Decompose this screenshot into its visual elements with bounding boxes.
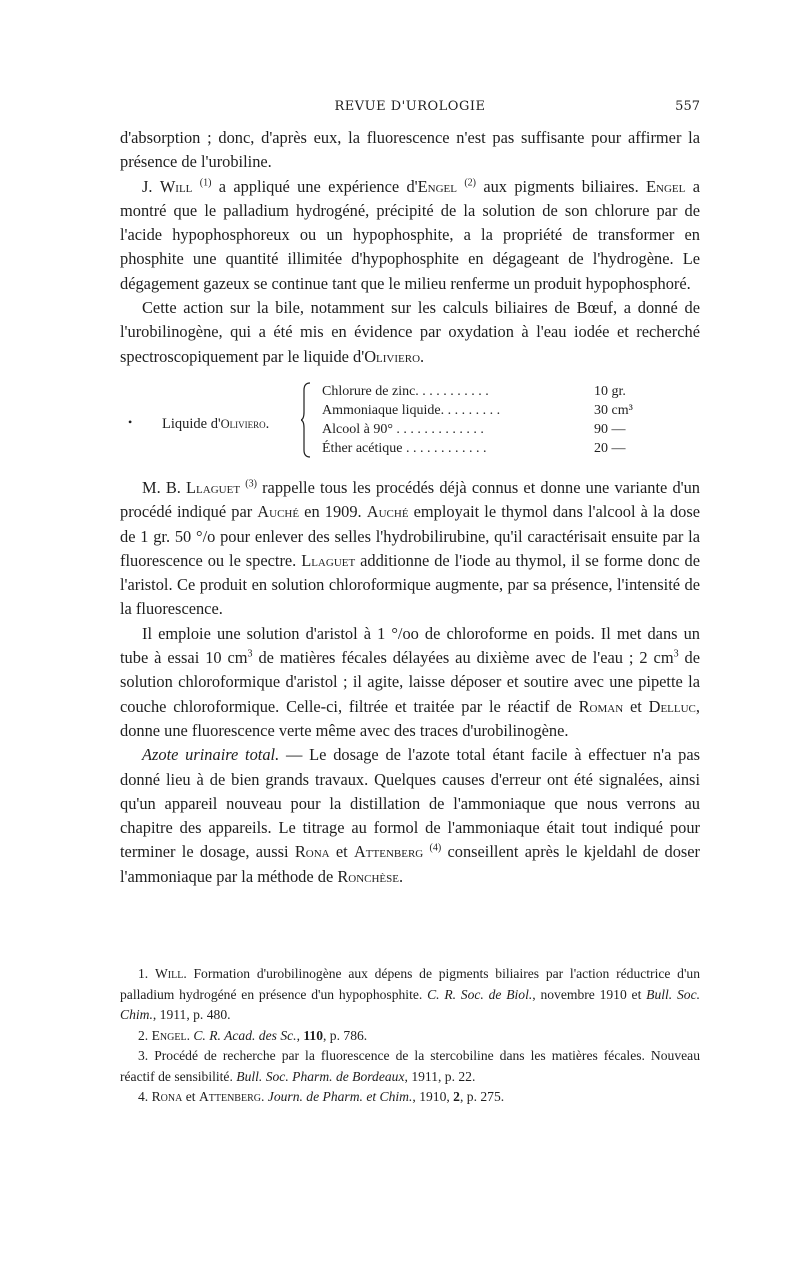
recipe-row <box>322 382 642 401</box>
bullet-mark: • <box>128 414 133 429</box>
journal-title: C. R. Acad. des Sc. <box>193 1027 297 1043</box>
recipe-row <box>322 401 642 420</box>
footnote-number: 2. <box>138 1027 152 1043</box>
footnote-ref-1: (1) <box>199 177 212 189</box>
journal-title: Journ. de Pharm. et Chim. <box>267 1089 413 1104</box>
recipe-table <box>120 382 700 464</box>
recipe-row <box>322 439 642 458</box>
footnotes <box>120 964 700 1108</box>
recipe-label-text: Liquide d' <box>162 415 221 432</box>
text-run: , 1911, p. 480. <box>152 1007 231 1022</box>
text-run: de matières fécales délayées au dixième avec de l'eau ; 2 cm <box>252 648 674 668</box>
text-run: employait le thymol dans l'alcool à la dose de 1 gr. 50 °/o pour enlever des selles l'hydrobilirubine, qu'il caractérisait ensuite par la fluorescence ou le spectre. <box>120 502 700 570</box>
journal-title: Bull. Soc. Chim. <box>120 986 700 1022</box>
text-run: Cette action sur la bile, notamment sur les calculs biliaires de Bœuf, a donné de l'urobilinogène, qui a été mis en évidence par oxydation à l'eau iodée et recherché spectroscopiquement par le liquide d' <box>120 298 700 366</box>
footnote-ref-4: (4) <box>429 842 442 854</box>
text-run: Procédé de recherche par la fluorescence de la stercobiline dans les matières fécales. Nouveau réactif de sensibilité. <box>120 1048 700 1084</box>
author-name: Engel <box>417 176 457 196</box>
recipe-rows <box>322 382 642 458</box>
text-run: et <box>623 696 649 716</box>
paragraph-1 <box>120 126 700 175</box>
author-name: Rona <box>151 1089 183 1104</box>
paragraph-6 <box>120 743 700 889</box>
author-name: Will <box>159 176 193 196</box>
page-number: 557 <box>675 99 700 114</box>
recipe-label <box>162 412 269 436</box>
journal-title: C. R. Soc. de Biol. <box>427 986 533 1002</box>
text-run: additionne de l'iode au thymol, il se forme donc de l'aristol. Ce produit en solution chloroformique augmente, par sa présence, l'intensité de la fluorescence. <box>120 550 700 619</box>
author-name: Engel <box>646 176 686 196</box>
recipe-label-period: . <box>265 415 270 432</box>
recipe-row <box>322 420 642 439</box>
text-run: a montré que le palladium hydrogéné, précipité de la solution de son chlorure par de l'acide hypophosphoreux ou un hypophosphite, a la propriété de transformer en phosphite une quantité illimitée d'hypophosphite en dégageant de l'hydrogène. Le dégagement gazeux se continue tant que le milieu renferme un produit hypophosphoré. <box>120 176 700 293</box>
text-run: , 1911, p. 22. <box>404 1068 476 1084</box>
text-run: . <box>260 1089 268 1104</box>
text-run: , 1910, <box>412 1089 454 1104</box>
footnote-2 <box>120 1026 700 1047</box>
author-name: Attenberg <box>198 1089 261 1104</box>
author-name: Will <box>154 966 184 981</box>
author-name: Oliviero <box>364 346 421 366</box>
text-run: , donne une fluorescence verte même avec des traces d'urobilinogène. <box>120 696 700 740</box>
paragraph-3 <box>120 296 700 369</box>
ingredient-quantity: 30 cm³ <box>594 402 633 418</box>
author-name: Auché <box>257 502 300 522</box>
text-run: et <box>329 842 354 862</box>
ingredient-name: Éther acétique . . . . . . . . . . . . <box>322 440 487 456</box>
footnote-ref-3: (3) <box>245 478 257 490</box>
text-run: a appliqué une expérience d' <box>211 176 418 196</box>
text-run: . <box>186 1027 194 1043</box>
text-run: , p. 275. <box>459 1089 505 1104</box>
ingredient-name: Alcool à 90° . . . . . . . . . . . . . <box>322 421 484 437</box>
text-run: conseillent après le kjeldahl de doser l'ammoniaque par la méthode de <box>120 842 700 886</box>
text-run: . <box>420 346 425 366</box>
text-run: , p. 786. <box>323 1027 368 1043</box>
text-run: rappelle tous les procédés déjà connus et donne une variante d'un procédé indiqué par <box>120 477 700 522</box>
section-title: Azote urinaire total. <box>142 745 280 765</box>
paragraph-4 <box>120 476 700 622</box>
text-run: de solution chloroformique d'aristol ; il agite, laisse déposer et soutire avec une pipette la couche chloroformique. Celle-ci, filtrée et traitée par le réactif de <box>120 648 700 716</box>
author-name: Rona <box>294 842 330 862</box>
recipe-label-author: Oliviero <box>220 416 266 431</box>
curly-brace-icon <box>301 382 311 458</box>
author-name: Llaguet <box>301 550 356 570</box>
ingredient-name: Chlorure de zinc. . . . . . . . . . . <box>322 383 489 399</box>
author-name: Attenberg <box>353 842 424 862</box>
text-run: en 1909. <box>299 502 367 522</box>
footnote-ref-2: (2) <box>464 177 476 189</box>
footnote-number: 4. <box>138 1089 152 1104</box>
author-name: Auché <box>366 502 409 522</box>
author-name: Delluc <box>648 696 696 716</box>
ingredient-quantity: 10 gr. <box>594 383 626 399</box>
running-head-title: REVUE D'UROLOGIE <box>334 99 486 114</box>
ingredient-name: Ammoniaque liquide. . . . . . . . . <box>322 402 501 418</box>
volume-number: 110 <box>303 1027 323 1043</box>
ingredient-quantity: 20 — <box>594 440 626 456</box>
author-name: Llaguet <box>186 477 241 497</box>
main-text <box>120 126 700 889</box>
text-run: , novembre 1910 et <box>532 986 647 1002</box>
paragraph-2 <box>120 175 700 296</box>
text-run: , <box>296 1027 304 1043</box>
footnote-1 <box>120 964 700 1026</box>
superscript: 3 <box>673 648 679 660</box>
footnote-number: 3. <box>138 1048 155 1063</box>
author-name: Ronchèse <box>337 866 399 886</box>
superscript: 3 <box>247 648 253 660</box>
text-run: . <box>399 866 404 886</box>
ingredient-quantity: 90 — <box>594 421 626 437</box>
text-run: Il emploie une solution d'aristol à 1 °/oo de chloroforme en poids. Il met dans un tube à essai 10 cm <box>120 623 700 668</box>
volume-number: 2 <box>453 1089 460 1104</box>
text-run: — Le dosage de l'azote total étant facile à effectuer n'a pas donné lieu à de bien grands travaux. Quelques causes d'erreur ont été signalées, ainsi qu'un appareil nouveau pour la distillation de l'ammoniaque que nous verrons au chapitre des appareils. Le titrage au formol de l'ammoniaque était tout indiqué pour terminer le dosage, aussi <box>120 745 700 862</box>
footnote-number: 1. <box>138 966 155 981</box>
text-run: M. B. <box>142 477 187 497</box>
author-name: Roman <box>578 696 624 716</box>
footnote-3 <box>120 1046 700 1087</box>
text-run: aux pigments biliaires. <box>475 176 647 196</box>
text-run: . Formation d'urobilinogène aux dépens de pigments biliaires par l'action réductrice d'un palladium hydrogéné en présence d'un hypophosphite. <box>120 966 700 1002</box>
author-name: Engel <box>151 1027 187 1043</box>
text-run: J. <box>142 176 160 196</box>
footnote-4 <box>120 1087 700 1108</box>
paragraph-1-text: d'absorption ; donc, d'après eux, la fluorescence n'est pas suffisante pour affirmer la présence de l'urobiline. <box>120 128 700 172</box>
paragraph-5 <box>120 622 700 743</box>
running-head <box>120 99 700 119</box>
text-run: et <box>182 1089 199 1104</box>
journal-title: Bull. Soc. Pharm. de Bordeaux <box>236 1068 405 1084</box>
